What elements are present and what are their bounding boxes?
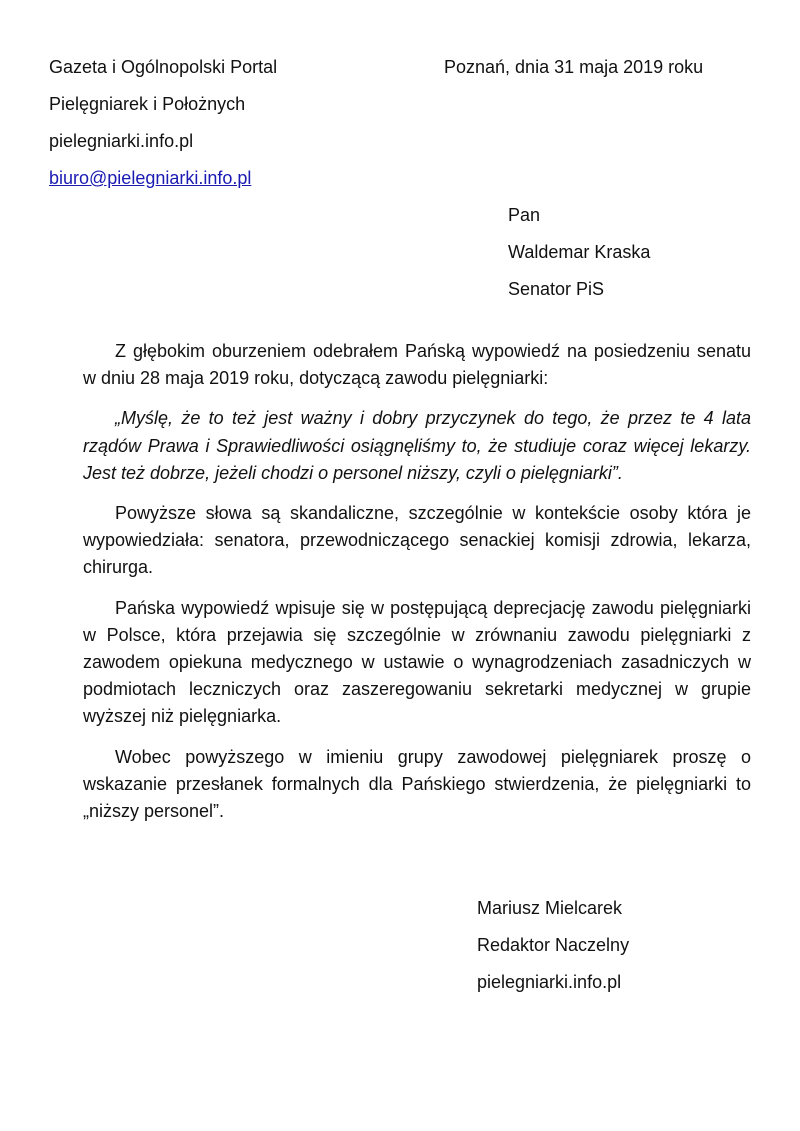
body-paragraph-1: Z głębokim oburzeniem odebrałem Pańską wypowiedź na posiedzeniu senatu w dniu 28 maja 2019 roku, dotyczącą zawodu pielęgniarki: [83,341,751,389]
recipient-salutation: Pan [508,205,541,225]
body-paragraph-2: Powyższe słowa są skandaliczne, szczególnie w kontekście osoby która je wypowiedziała: senatora, przewodniczącego senackiej komisji zdrowia, lekarza, chirurga. [83,503,751,578]
letter-date: Poznań, dnia 31 maja 2019 roku [444,57,704,77]
letter-body [83,338,751,838]
sender-block [49,49,277,197]
recipient-block [508,197,650,308]
signature-website: pielegniarki.info.pl [477,972,622,992]
body-quote: „Myślę, że to też jest ważny i dobry przyczynek do tego, że przez te 4 lata rządów Prawa i Sprawiedliwości osiągnęliśmy to, że studiuje coraz więcej lekarzy. Jest też dobrze, jeżeli chodzi o personel niższy, czyli o pielęgniarki”. [83,408,751,483]
sender-email-link[interactable]: biuro@pielegniarki.info.pl [49,168,252,188]
signature-block [477,890,629,1001]
sender-website: pielegniarki.info.pl [49,131,194,151]
signature-name: Mariusz Mielcarek [477,898,623,918]
body-paragraph-4: Wobec powyższego w imieniu grupy zawodowej pielęgniarek proszę o wskazanie przesłanek formalnych dla Pańskiego stwierdzenia, że pielęgniarki to „niższy personel”. [83,746,751,822]
signature-role: Redaktor Naczelny [477,935,630,955]
body-paragraph-3: Pańska wypowiedź wpisuje się w postępującą deprecjację zawodu pielęgniarki w Polsce, która przejawia się szczególnie w zrównaniu zawodu pielęgniarki z zawodem opiekuna medycznego w ustawie o wynagrodzeniach zasadniczych w podmiotach leczniczych oraz zaszeregowaniu sekretarki medycznej w grupie wyższej niż pielęgniarka. [83,597,751,727]
recipient-title: Senator PiS [508,279,605,299]
sender-line-2: Pielęgniarek i Położnych [49,94,246,114]
recipient-name: Waldemar Kraska [508,242,651,262]
sender-line-1: Gazeta i Ogólnopolski Portal [49,57,278,77]
